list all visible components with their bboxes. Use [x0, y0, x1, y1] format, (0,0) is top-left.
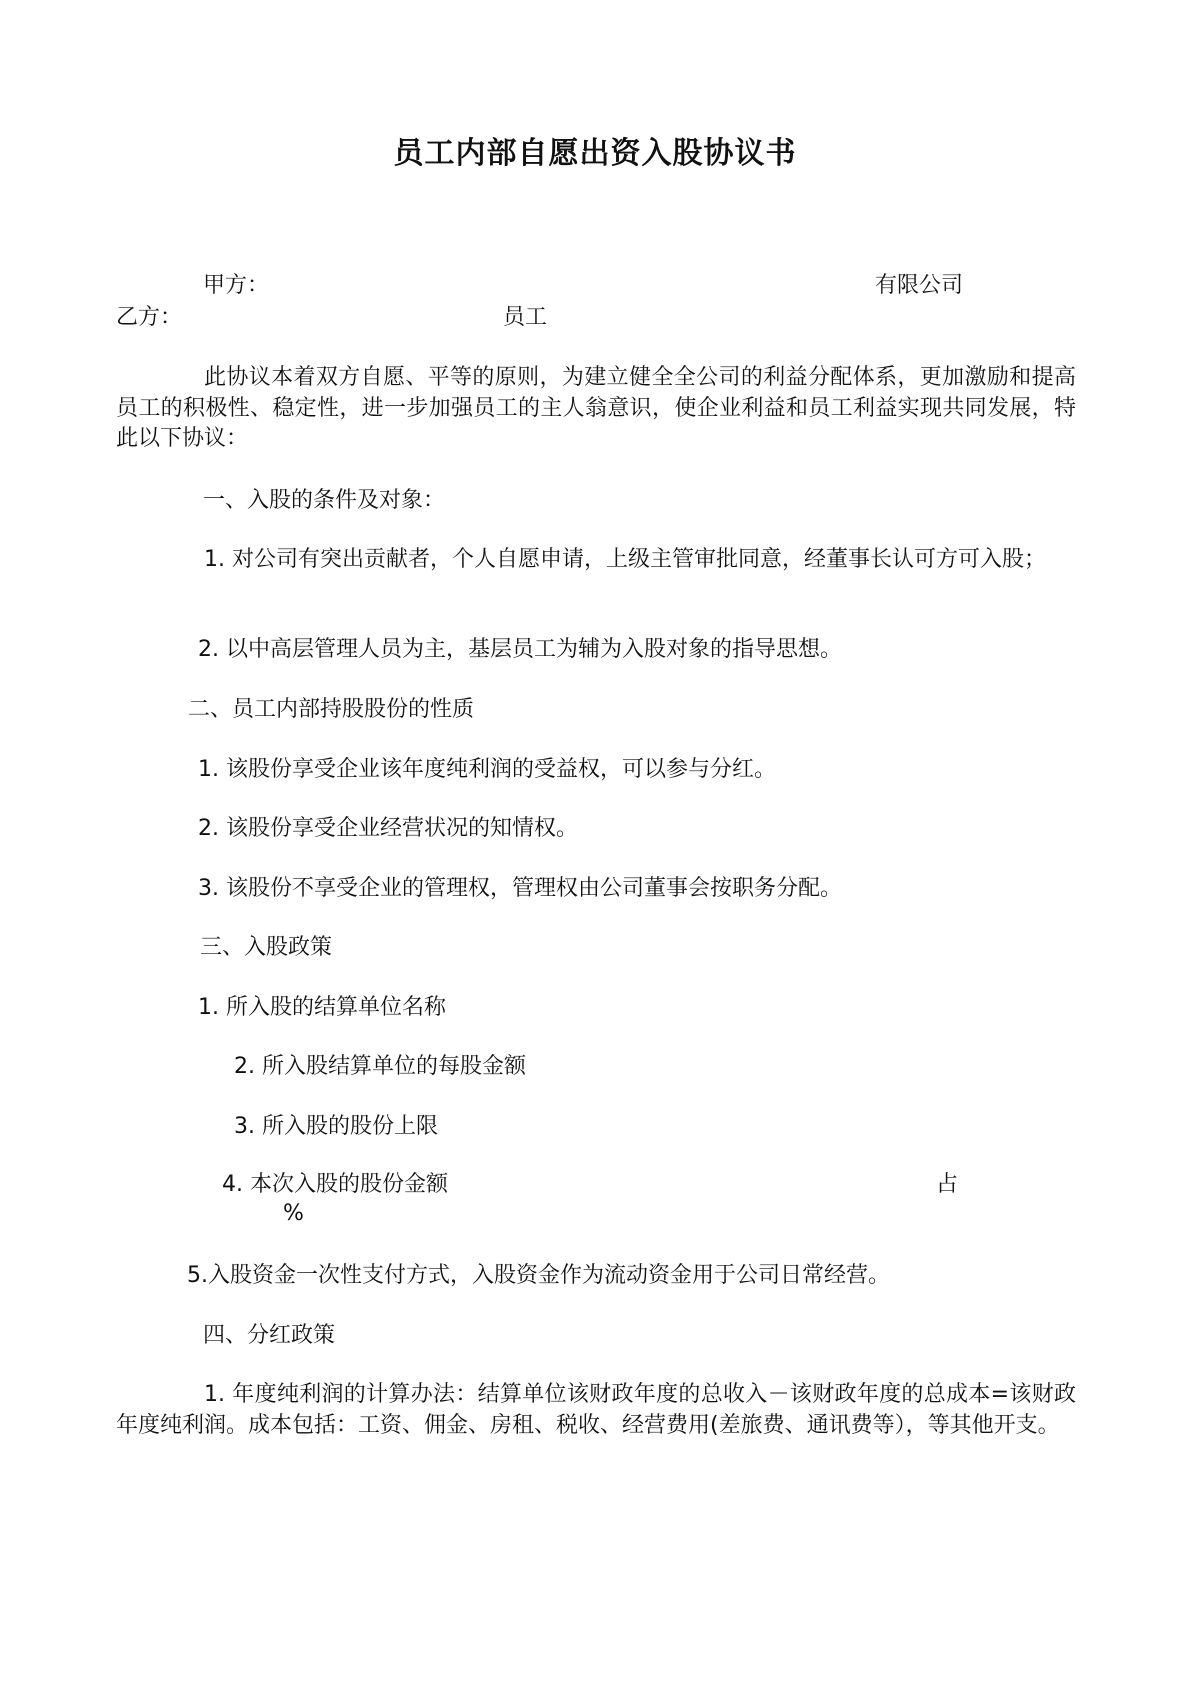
section2-heading: 二、员工内部持股股份的性质 — [188, 697, 475, 722]
section3-item4-percent: % — [283, 1201, 304, 1226]
section1-heading: 一、入股的条件及对象： — [203, 488, 446, 513]
section3-item1: 1. 所入股的结算单位名称 — [198, 995, 446, 1020]
document-title: 员工内部自愿出资入股协议书 — [393, 136, 797, 171]
party-a-label: 甲方： — [203, 273, 270, 298]
section3-item2: 2. 所入股结算单位的每股金额 — [234, 1054, 526, 1079]
intro-paragraph: 此协议本着双方自愿、平等的原则，为建立健全全公司的利益分配体系，更加激励和提高员工的积极性、稳定性，进一步加强员工的主人翁意识，使企业利益和员工利益实现共同发展，特此以下协议： — [116, 365, 1076, 451]
party-a-company: 有限公司 — [875, 273, 964, 298]
section3-item3: 3. 所入股的股份上限 — [234, 1114, 438, 1139]
section2-item2: 2. 该股份享受企业经营状况的知情权。 — [198, 816, 578, 841]
section3-item4: 4. 本次入股的股份金额 — [222, 1172, 448, 1197]
section2-item1: 1. 该股份享受企业该年度纯利润的受益权，可以参与分红。 — [198, 757, 776, 782]
section1-item2: 2. 以中高层管理人员为主，基层员工为辅为入股对象的指导思想。 — [198, 637, 842, 662]
section4-heading: 四、分红政策 — [203, 1323, 336, 1348]
section2-item3: 3. 该股份不享受企业的管理权，管理权由公司董事会按职务分配。 — [198, 876, 842, 901]
party-b-employee: 员工 — [503, 305, 548, 330]
section3-heading: 三、入股政策 — [200, 935, 333, 960]
section3-item5: 5.入股资金一次性支付方式，入股资金作为流动资金用于公司日常经营。 — [187, 1263, 890, 1288]
section1-item1: 1. 对公司有突出贡献者，个人自愿申请，上级主管审批同意，经董事长认可方可入股； — [204, 547, 1046, 572]
section3-item4-share-label: 占 — [936, 1172, 959, 1197]
section4-item1: 1. 年度纯利润的计算办法：结算单位该财政年度的总收入－该财政年度的总成本=该财政年度纯利润。成本包括：工资、佣金、房租、税收、经营费用(差旅费、通讯费等），等其他开支。 — [116, 1382, 1076, 1438]
party-b-label: 乙方： — [116, 305, 183, 330]
